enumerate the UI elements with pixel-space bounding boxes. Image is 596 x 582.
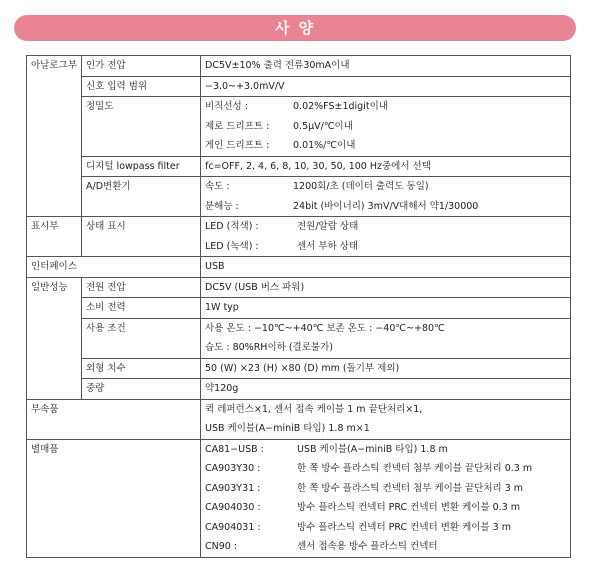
table-row	[27, 257, 571, 278]
value-options: CA81−USB : USB 케이블(A−miniB 타입) 1.8 m CA903Y30 : 한 쪽 방수 플라스틱 컨넥터 첨부 케이블 끝단처리 0.3 m CA903Y31 : 한 쪽 방수 플라스틱 컨넥터 첨부 케이블 끝단처리 3 m CA904030 : 방수 플라스틱 컨넥터 PRC 컨넥터 변환 케이블 0.3 m CA904031 : 방수 플라스틱 컨넥터 PRC 컨넥터 변환 케이블 3 m CN90 : 센서 접속용 방수 플라스틱 컨넥터	[201, 439, 571, 557]
table-row	[27, 439, 571, 557]
label-signal-range: 신호 입력 범위	[82, 76, 201, 97]
table-row	[27, 97, 571, 157]
table-row	[27, 56, 571, 77]
label-conditions: 사용 조건	[82, 318, 201, 358]
label-adc: A/D변환기	[82, 177, 201, 217]
category-interface: 인터페이스	[27, 257, 201, 278]
table-row	[27, 379, 571, 400]
label-status: 상태 표시	[82, 217, 201, 257]
label-power: 전원 전압	[82, 277, 201, 298]
table-row	[27, 217, 571, 257]
table-row	[27, 298, 571, 319]
label-apply-voltage: 인가 전압	[82, 56, 201, 77]
label-filter: 디지털 lowpass filter	[82, 156, 201, 177]
label-accuracy: 정밀도	[82, 97, 201, 157]
label-dimensions: 외형 치수	[82, 358, 201, 379]
value-filter: fc=OFF, 2, 4, 6, 8, 10, 30, 50, 100 Hz중에서 선택	[201, 156, 571, 177]
table-row	[27, 156, 571, 177]
category-accessories: 부속품	[27, 399, 201, 439]
table-row	[27, 177, 571, 217]
category-options: 별매품	[27, 439, 201, 557]
value-consumption: 1W typ	[201, 298, 571, 319]
value-interface: USB	[201, 257, 571, 278]
spec-table	[26, 55, 571, 558]
value-accessories: 퀵 레퍼런스×1, 센서 접속 케이블 1 m 끝단처리×1, USB 케이블(A−miniB 타입) 1.8 m×1	[201, 399, 571, 439]
category-display: 표시부	[27, 217, 82, 257]
label-weight: 중량	[82, 379, 201, 400]
category-analog: 아날로그부	[27, 56, 82, 217]
value-weight: 약120g	[201, 379, 571, 400]
value-signal-range: −3.0~+3.0mV/V	[201, 76, 571, 97]
value-accuracy: 비직선성 : 0.02%FS±1digit이내 제로 드리프트 : 0.5μV/℃이내 게인 드리프트 : 0.01%/℃이내	[201, 97, 571, 157]
table-row	[27, 277, 571, 298]
category-general: 일반성능	[27, 277, 82, 399]
value-adc: 속도 : 1200회/초 (데이터 출력도 동일) 분해능 : 24bit (바이너리) 3mV/V대해서 약1/30000	[201, 177, 571, 217]
value-power: DC5V (USB 버스 파워)	[201, 277, 571, 298]
page-title: 사 양	[14, 15, 576, 41]
value-conditions: 사용 온도 : −10℃~+40℃ 보존 온도 : −40℃~+80℃ 습도 : 80%RH이하 (결로불가)	[201, 318, 571, 358]
table-row	[27, 76, 571, 97]
table-row	[27, 358, 571, 379]
value-dimensions: 50 (W) ×23 (H) ×80 (D) mm (돌기부 제외)	[201, 358, 571, 379]
table-row	[27, 399, 571, 439]
value-apply-voltage: DC5V±10% 출력 전류30mA이내	[201, 56, 571, 77]
table-row	[27, 318, 571, 358]
label-consumption: 소비 전력	[82, 298, 201, 319]
value-status: LED (적색) : 전원/알람 상태 LED (녹색) : 센서 부하 상태	[201, 217, 571, 257]
